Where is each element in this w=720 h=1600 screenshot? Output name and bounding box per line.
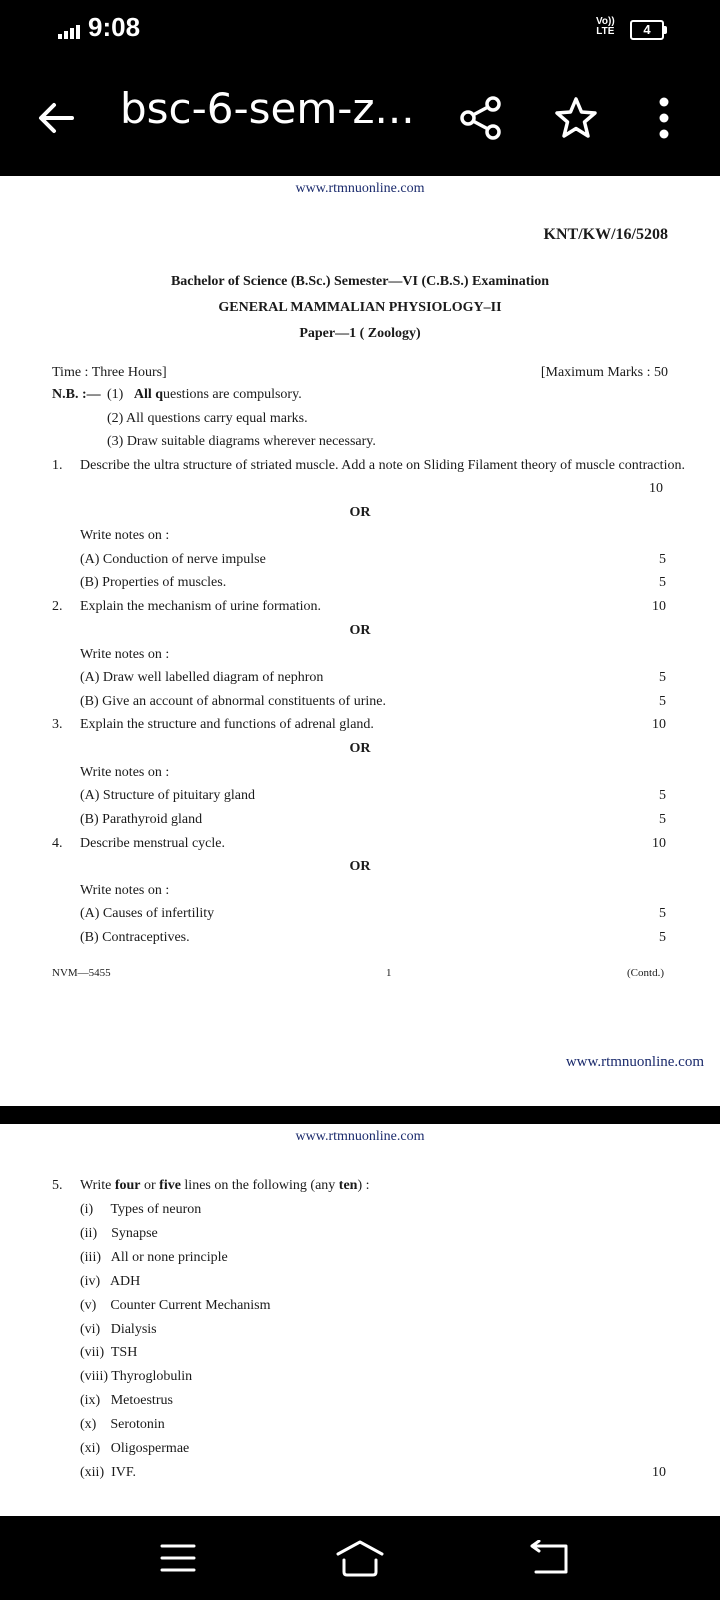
q1-text: Describe the ultra structure of striated muscle. Add a note on Sliding Filament theory of muscle contraction. [80,458,685,473]
q5-item: (vii) TSH [80,1345,138,1360]
q2-marks: 10 [652,599,666,614]
q5-item: (xii) IVF. [80,1465,137,1480]
q2-option-a: (A) Draw well labelled diagram of nephron [80,670,324,685]
star-icon[interactable] [554,96,598,140]
q1-option-a: (A) Conduction of nerve impulse [80,552,266,567]
q3-number: 3. [52,717,63,732]
document-page-1[interactable] [0,176,720,1106]
recent-apps-icon[interactable] [160,1542,196,1574]
subject-title: GENERAL MAMMALIAN PHYSIOLOGY–II [218,300,502,315]
nb-note-3: (3) Draw suitable diagrams wherever necessary. [107,434,376,449]
footer-code: NVM—5455 [52,967,111,979]
or-label: OR [349,623,371,638]
q4-number: 4. [52,836,63,851]
q1-option-a-marks: 5 [659,552,666,567]
back-nav-icon[interactable] [530,1540,570,1576]
q4-option-b-marks: 5 [659,930,666,945]
q1-number: 1. [52,458,63,473]
q2-number: 2. [52,599,63,614]
paper-title: Paper—1 ( Zoology) [299,326,421,341]
page-number: 1 [386,967,392,979]
q2-write-notes: Write notes on : [80,647,170,662]
page-url-top[interactable]: www.rtmnuonline.com [295,181,425,196]
contd-label: (Contd.) [627,967,664,979]
back-arrow-icon[interactable] [36,98,76,138]
q2-option-b-marks: 5 [659,694,666,709]
volte-indicator [596,17,615,37]
q1-marks: 10 [649,481,663,496]
more-options-icon[interactable] [654,96,674,140]
q3-text: Explain the structure and functions of adrenal gland. [80,717,374,732]
q5-item: (iv) ADH [80,1274,141,1289]
document-page-2[interactable] [0,1124,720,1516]
status-bar [0,0,720,62]
q5-item: (i) Types of neuron [80,1202,202,1217]
q4-option-a: (A) Causes of infertility [80,906,215,921]
signal-icon [58,25,82,39]
q5-number: 5. [52,1178,63,1193]
volte-bottom: LTE [596,26,615,37]
q5-marks: 10 [652,1465,666,1480]
app-bar [0,62,720,176]
q4-marks: 10 [652,836,666,851]
exam-title: Bachelor of Science (B.Sc.) Semester—VI (C.B.S.) Examination [170,274,550,289]
clock: 9:08 [88,12,141,42]
q4-write-notes: Write notes on : [80,883,170,898]
volte-top: Vo)) [596,16,615,27]
or-label: OR [349,505,371,520]
paper-code: KNT/KW/16/5208 [543,226,668,243]
document-title: bsc-6-sem-z... [120,84,415,133]
nb-label: N.B. :— [52,387,101,402]
q5-text: Write four or five lines on the following (any ten) : [80,1178,370,1193]
q3-write-notes: Write notes on : [80,765,170,780]
q5-item: (viii) Thyroglobulin [80,1369,193,1384]
q2-option-a-marks: 5 [659,670,666,685]
q5-item: (v) Counter Current Mechanism [80,1298,271,1313]
share-icon[interactable] [460,96,502,140]
time-label: Time : Three Hours] [52,365,167,380]
q2-option-b: (B) Give an account of abnormal constituents of urine. [80,694,386,709]
q5-item: (xi) Oligospermae [80,1441,190,1456]
q1-option-b-marks: 5 [659,575,666,590]
q3-option-b: (B) Parathyroid gland [80,812,203,827]
q3-marks: 10 [652,717,666,732]
page-url-top[interactable]: www.rtmnuonline.com [295,1129,425,1144]
or-label: OR [349,859,371,874]
q5-item: (ix) Metoestrus [80,1393,173,1408]
q5-item: (ii) Synapse [80,1226,158,1241]
q4-option-b: (B) Contraceptives. [80,930,190,945]
q3-option-b-marks: 5 [659,812,666,827]
home-icon[interactable] [334,1538,386,1578]
q5-item: (vi) Dialysis [80,1322,157,1337]
q4-option-a-marks: 5 [659,906,666,921]
q1-write-notes: Write notes on : [80,528,170,543]
q3-option-a-marks: 5 [659,788,666,803]
page-url-bottom[interactable]: www.rtmnuonline.com [565,1054,704,1070]
q3-option-a: (A) Structure of pituitary gland [80,788,255,803]
nb-note-2: (2) All questions carry equal marks. [107,411,308,426]
battery-icon: 4 [630,20,664,40]
nb-note-1: (1) All questions are compulsory. [107,387,302,402]
q5-item: (iii) All or none principle [80,1250,228,1265]
max-marks: [Maximum Marks : 50 [540,365,668,380]
q5-item: (x) Serotonin [80,1417,165,1432]
navigation-bar [0,1516,720,1600]
q4-text: Describe menstrual cycle. [80,836,225,851]
or-label: OR [349,741,371,756]
q2-text: Explain the mechanism of urine formation. [80,599,322,614]
q1-option-b: (B) Properties of muscles. [80,575,227,590]
